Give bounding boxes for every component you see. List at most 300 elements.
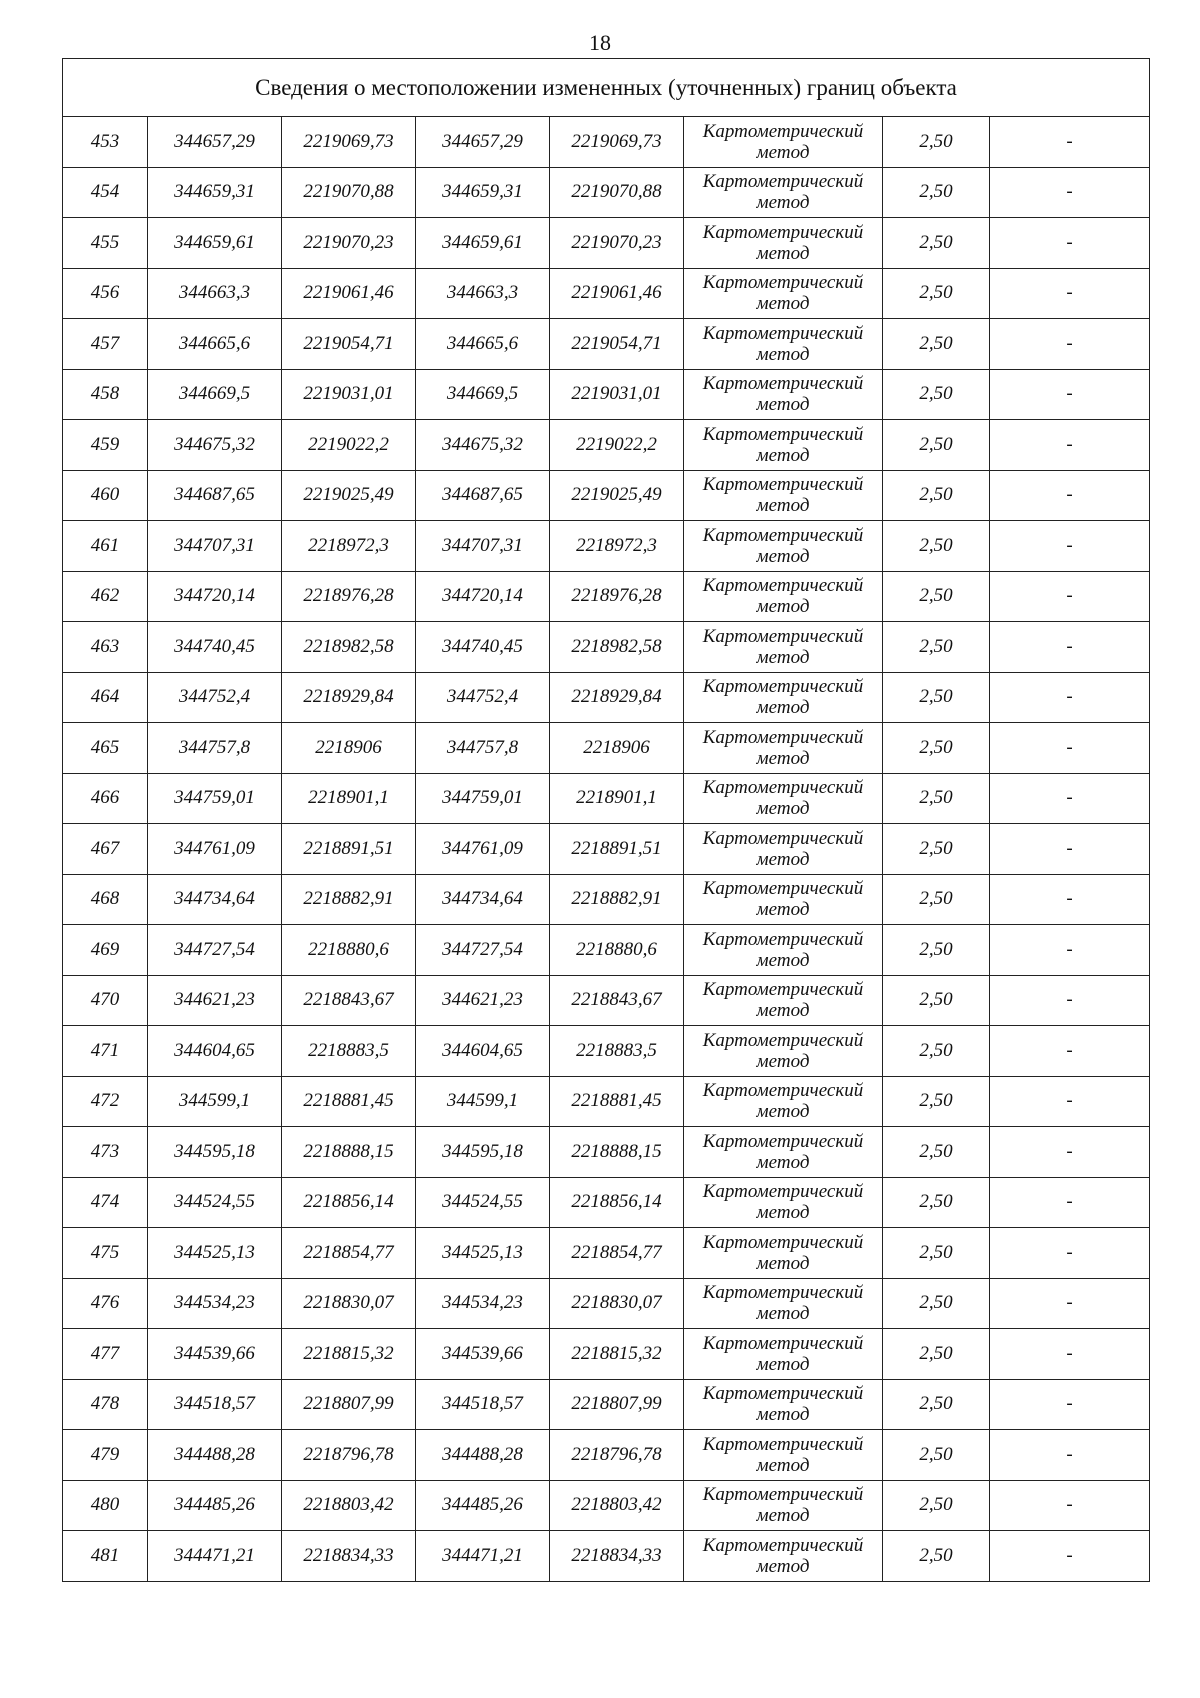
accuracy-cell: 2,50 bbox=[883, 369, 990, 420]
new-x-cell: 344518,57 bbox=[416, 1379, 550, 1430]
accuracy-cell: 2,50 bbox=[883, 925, 990, 976]
method-cell bbox=[684, 420, 883, 471]
method-line-1: Картометрический bbox=[702, 120, 864, 142]
old-x-cell: 344720,14 bbox=[148, 571, 282, 622]
new-x-cell: 344604,65 bbox=[416, 1026, 550, 1077]
new-y-cell: 2218807,99 bbox=[550, 1379, 684, 1430]
note-cell: - bbox=[990, 773, 1150, 824]
table-row bbox=[63, 1480, 1150, 1531]
point-number-cell: 471 bbox=[63, 1026, 148, 1077]
table-row bbox=[63, 672, 1150, 723]
method-line-1: Картометрический bbox=[702, 726, 864, 748]
new-y-cell: 2219061,46 bbox=[550, 268, 684, 319]
point-number-cell: 462 bbox=[63, 571, 148, 622]
point-number-cell: 463 bbox=[63, 622, 148, 673]
note-cell: - bbox=[990, 622, 1150, 673]
method-line-2: метод bbox=[756, 293, 810, 315]
accuracy-cell: 2,50 bbox=[883, 470, 990, 521]
new-y-cell: 2218803,42 bbox=[550, 1480, 684, 1531]
method-cell bbox=[684, 470, 883, 521]
note-cell: - bbox=[990, 571, 1150, 622]
method-line-1: Картометрический bbox=[702, 878, 864, 900]
note-cell: - bbox=[990, 1026, 1150, 1077]
accuracy-cell: 2,50 bbox=[883, 571, 990, 622]
new-x-cell: 344752,4 bbox=[416, 672, 550, 723]
old-x-cell: 344759,01 bbox=[148, 773, 282, 824]
note-cell: - bbox=[990, 218, 1150, 269]
method-line-1: Картометрический bbox=[702, 1181, 864, 1203]
point-number-cell: 474 bbox=[63, 1177, 148, 1228]
old-x-cell: 344761,09 bbox=[148, 824, 282, 875]
old-y-cell: 2218815,32 bbox=[282, 1329, 416, 1380]
method-line-1: Картометрический bbox=[702, 1433, 864, 1455]
old-x-cell: 344539,66 bbox=[148, 1329, 282, 1380]
old-x-cell: 344734,64 bbox=[148, 874, 282, 925]
note-cell: - bbox=[990, 167, 1150, 218]
new-x-cell: 344665,6 bbox=[416, 319, 550, 370]
point-number-cell: 479 bbox=[63, 1430, 148, 1481]
method-line-2: метод bbox=[756, 141, 810, 163]
old-y-cell: 2218982,58 bbox=[282, 622, 416, 673]
accuracy-cell: 2,50 bbox=[883, 1329, 990, 1380]
method-cell bbox=[684, 1430, 883, 1481]
method-line-2: метод bbox=[756, 1404, 810, 1426]
method-cell bbox=[684, 1531, 883, 1582]
method-cell bbox=[684, 622, 883, 673]
method-line-1: Картометрический bbox=[702, 575, 864, 597]
old-x-cell: 344595,18 bbox=[148, 1127, 282, 1178]
new-x-cell: 344757,8 bbox=[416, 723, 550, 774]
note-cell: - bbox=[990, 1329, 1150, 1380]
method-line-2: метод bbox=[756, 798, 810, 820]
old-y-cell: 2218834,33 bbox=[282, 1531, 416, 1582]
table-body bbox=[63, 117, 1150, 1582]
method-line-1: Картометрический bbox=[702, 373, 864, 395]
method-line-2: метод bbox=[756, 1202, 810, 1224]
new-y-cell: 2218830,07 bbox=[550, 1278, 684, 1329]
new-x-cell: 344669,5 bbox=[416, 369, 550, 420]
old-x-cell: 344488,28 bbox=[148, 1430, 282, 1481]
new-x-cell: 344471,21 bbox=[416, 1531, 550, 1582]
new-x-cell: 344659,31 bbox=[416, 167, 550, 218]
method-cell bbox=[684, 723, 883, 774]
method-line-2: метод bbox=[756, 848, 810, 870]
table-row bbox=[63, 1228, 1150, 1279]
old-y-cell: 2218856,14 bbox=[282, 1177, 416, 1228]
new-x-cell: 344761,09 bbox=[416, 824, 550, 875]
method-line-2: метод bbox=[756, 343, 810, 365]
method-line-2: метод bbox=[756, 1505, 810, 1527]
old-y-cell: 2218882,91 bbox=[282, 874, 416, 925]
point-number-cell: 467 bbox=[63, 824, 148, 875]
method-cell bbox=[684, 369, 883, 420]
method-cell bbox=[684, 1127, 883, 1178]
point-number-cell: 455 bbox=[63, 218, 148, 269]
method-line-1: Картометрический bbox=[702, 272, 864, 294]
old-y-cell: 2219031,01 bbox=[282, 369, 416, 420]
accuracy-cell: 2,50 bbox=[883, 773, 990, 824]
table-title: Сведения о местоположении измененных (уточненных) границ объекта bbox=[63, 59, 1150, 117]
note-cell: - bbox=[990, 1228, 1150, 1279]
method-line-1: Картометрический bbox=[702, 221, 864, 243]
method-line-2: метод bbox=[756, 697, 810, 719]
method-line-2: метод bbox=[756, 495, 810, 517]
table-row bbox=[63, 1278, 1150, 1329]
old-y-cell: 2219070,88 bbox=[282, 167, 416, 218]
old-x-cell: 344659,61 bbox=[148, 218, 282, 269]
accuracy-cell: 2,50 bbox=[883, 874, 990, 925]
table-row bbox=[63, 1026, 1150, 1077]
method-line-2: метод bbox=[756, 949, 810, 971]
new-x-cell: 344539,66 bbox=[416, 1329, 550, 1380]
method-line-2: метод bbox=[756, 1454, 810, 1476]
new-y-cell: 2219070,88 bbox=[550, 167, 684, 218]
method-line-2: метод bbox=[756, 1101, 810, 1123]
new-y-cell: 2218906 bbox=[550, 723, 684, 774]
new-x-cell: 344488,28 bbox=[416, 1430, 550, 1481]
old-y-cell: 2218891,51 bbox=[282, 824, 416, 875]
new-y-cell: 2218854,77 bbox=[550, 1228, 684, 1279]
accuracy-cell: 2,50 bbox=[883, 319, 990, 370]
old-y-cell: 2219069,73 bbox=[282, 117, 416, 168]
table-row bbox=[63, 319, 1150, 370]
accuracy-cell: 2,50 bbox=[883, 1278, 990, 1329]
old-y-cell: 2218972,3 bbox=[282, 521, 416, 572]
method-line-1: Картометрический bbox=[702, 676, 864, 698]
table-row bbox=[63, 1379, 1150, 1430]
new-y-cell: 2218891,51 bbox=[550, 824, 684, 875]
table-row bbox=[63, 521, 1150, 572]
new-x-cell: 344759,01 bbox=[416, 773, 550, 824]
accuracy-cell: 2,50 bbox=[883, 1379, 990, 1430]
table-row bbox=[63, 117, 1150, 168]
point-number-cell: 458 bbox=[63, 369, 148, 420]
old-x-cell: 344657,29 bbox=[148, 117, 282, 168]
method-line-2: метод bbox=[756, 596, 810, 618]
new-y-cell: 2219070,23 bbox=[550, 218, 684, 269]
table-row bbox=[63, 167, 1150, 218]
old-x-cell: 344534,23 bbox=[148, 1278, 282, 1329]
method-line-1: Картометрический bbox=[702, 423, 864, 445]
point-number-cell: 453 bbox=[63, 117, 148, 168]
new-y-cell: 2218834,33 bbox=[550, 1531, 684, 1582]
point-number-cell: 461 bbox=[63, 521, 148, 572]
old-x-cell: 344740,45 bbox=[148, 622, 282, 673]
method-cell bbox=[684, 167, 883, 218]
accuracy-cell: 2,50 bbox=[883, 672, 990, 723]
method-line-2: метод bbox=[756, 1353, 810, 1375]
note-cell: - bbox=[990, 319, 1150, 370]
point-number-cell: 466 bbox=[63, 773, 148, 824]
method-line-2: метод bbox=[756, 747, 810, 769]
method-line-1: Картометрический bbox=[702, 625, 864, 647]
method-line-1: Картометрический bbox=[702, 827, 864, 849]
new-x-cell: 344659,61 bbox=[416, 218, 550, 269]
note-cell: - bbox=[990, 723, 1150, 774]
old-x-cell: 344525,13 bbox=[148, 1228, 282, 1279]
old-x-cell: 344669,5 bbox=[148, 369, 282, 420]
table-row bbox=[63, 773, 1150, 824]
method-line-2: метод bbox=[756, 242, 810, 264]
table-row bbox=[63, 571, 1150, 622]
method-line-1: Картометрический bbox=[702, 928, 864, 950]
new-x-cell: 344595,18 bbox=[416, 1127, 550, 1178]
new-x-cell: 344687,65 bbox=[416, 470, 550, 521]
method-line-1: Картометрический bbox=[702, 777, 864, 799]
new-y-cell: 2218929,84 bbox=[550, 672, 684, 723]
table-row bbox=[63, 1329, 1150, 1380]
method-cell bbox=[684, 319, 883, 370]
method-line-1: Картометрический bbox=[702, 1130, 864, 1152]
point-number-cell: 470 bbox=[63, 975, 148, 1026]
accuracy-cell: 2,50 bbox=[883, 1531, 990, 1582]
new-x-cell: 344663,3 bbox=[416, 268, 550, 319]
note-cell: - bbox=[990, 975, 1150, 1026]
table-row bbox=[63, 1076, 1150, 1127]
note-cell: - bbox=[990, 470, 1150, 521]
table-row bbox=[63, 975, 1150, 1026]
point-number-cell: 460 bbox=[63, 470, 148, 521]
old-y-cell: 2218906 bbox=[282, 723, 416, 774]
note-cell: - bbox=[990, 874, 1150, 925]
accuracy-cell: 2,50 bbox=[883, 723, 990, 774]
new-y-cell: 2218982,58 bbox=[550, 622, 684, 673]
method-line-1: Картометрический bbox=[702, 171, 864, 193]
table-row bbox=[63, 723, 1150, 774]
old-x-cell: 344663,3 bbox=[148, 268, 282, 319]
new-y-cell: 2218881,45 bbox=[550, 1076, 684, 1127]
new-x-cell: 344740,45 bbox=[416, 622, 550, 673]
table-row bbox=[63, 874, 1150, 925]
accuracy-cell: 2,50 bbox=[883, 1026, 990, 1077]
new-x-cell: 344734,64 bbox=[416, 874, 550, 925]
accuracy-cell: 2,50 bbox=[883, 824, 990, 875]
note-cell: - bbox=[990, 521, 1150, 572]
method-cell bbox=[684, 925, 883, 976]
new-x-cell: 344534,23 bbox=[416, 1278, 550, 1329]
note-cell: - bbox=[990, 824, 1150, 875]
old-y-cell: 2219025,49 bbox=[282, 470, 416, 521]
accuracy-cell: 2,50 bbox=[883, 1228, 990, 1279]
table-row bbox=[63, 470, 1150, 521]
method-cell bbox=[684, 218, 883, 269]
old-y-cell: 2218854,77 bbox=[282, 1228, 416, 1279]
method-cell bbox=[684, 117, 883, 168]
new-x-cell: 344675,32 bbox=[416, 420, 550, 471]
accuracy-cell: 2,50 bbox=[883, 1430, 990, 1481]
point-number-cell: 454 bbox=[63, 167, 148, 218]
accuracy-cell: 2,50 bbox=[883, 117, 990, 168]
old-x-cell: 344621,23 bbox=[148, 975, 282, 1026]
method-line-1: Картометрический bbox=[702, 474, 864, 496]
old-y-cell: 2218880,6 bbox=[282, 925, 416, 976]
point-number-cell: 477 bbox=[63, 1329, 148, 1380]
method-line-2: метод bbox=[756, 646, 810, 668]
new-y-cell: 2219054,71 bbox=[550, 319, 684, 370]
method-line-2: метод bbox=[756, 1151, 810, 1173]
new-y-cell: 2218976,28 bbox=[550, 571, 684, 622]
table-row bbox=[63, 268, 1150, 319]
method-cell bbox=[684, 975, 883, 1026]
new-y-cell: 2218888,15 bbox=[550, 1127, 684, 1178]
old-x-cell: 344687,65 bbox=[148, 470, 282, 521]
method-line-1: Картометрический bbox=[702, 1332, 864, 1354]
old-y-cell: 2218803,42 bbox=[282, 1480, 416, 1531]
table-row bbox=[63, 1430, 1150, 1481]
note-cell: - bbox=[990, 268, 1150, 319]
new-y-cell: 2219069,73 bbox=[550, 117, 684, 168]
old-x-cell: 344485,26 bbox=[148, 1480, 282, 1531]
note-cell: - bbox=[990, 1278, 1150, 1329]
new-x-cell: 344621,23 bbox=[416, 975, 550, 1026]
method-line-1: Картометрический bbox=[702, 1534, 864, 1556]
old-x-cell: 344604,65 bbox=[148, 1026, 282, 1077]
method-line-2: метод bbox=[756, 1252, 810, 1274]
new-x-cell: 344485,26 bbox=[416, 1480, 550, 1531]
note-cell: - bbox=[990, 420, 1150, 471]
accuracy-cell: 2,50 bbox=[883, 268, 990, 319]
note-cell: - bbox=[990, 1430, 1150, 1481]
method-line-1: Картометрический bbox=[702, 1029, 864, 1051]
table-row bbox=[63, 824, 1150, 875]
method-line-2: метод bbox=[756, 192, 810, 214]
method-cell bbox=[684, 824, 883, 875]
new-y-cell: 2219031,01 bbox=[550, 369, 684, 420]
new-y-cell: 2218856,14 bbox=[550, 1177, 684, 1228]
accuracy-cell: 2,50 bbox=[883, 420, 990, 471]
old-y-cell: 2218883,5 bbox=[282, 1026, 416, 1077]
old-y-cell: 2218901,1 bbox=[282, 773, 416, 824]
old-x-cell: 344757,8 bbox=[148, 723, 282, 774]
method-cell bbox=[684, 672, 883, 723]
new-y-cell: 2218815,32 bbox=[550, 1329, 684, 1380]
old-y-cell: 2219022,2 bbox=[282, 420, 416, 471]
old-y-cell: 2218929,84 bbox=[282, 672, 416, 723]
old-x-cell: 344727,54 bbox=[148, 925, 282, 976]
note-cell: - bbox=[990, 1177, 1150, 1228]
point-number-cell: 478 bbox=[63, 1379, 148, 1430]
accuracy-cell: 2,50 bbox=[883, 1127, 990, 1178]
old-x-cell: 344752,4 bbox=[148, 672, 282, 723]
new-y-cell: 2218901,1 bbox=[550, 773, 684, 824]
method-cell bbox=[684, 268, 883, 319]
accuracy-cell: 2,50 bbox=[883, 218, 990, 269]
method-line-2: метод bbox=[756, 1050, 810, 1072]
new-x-cell: 344524,55 bbox=[416, 1177, 550, 1228]
method-cell bbox=[684, 1278, 883, 1329]
point-number-cell: 476 bbox=[63, 1278, 148, 1329]
method-cell bbox=[684, 1177, 883, 1228]
table-row bbox=[63, 420, 1150, 471]
new-x-cell: 344657,29 bbox=[416, 117, 550, 168]
new-y-cell: 2218883,5 bbox=[550, 1026, 684, 1077]
old-x-cell: 344518,57 bbox=[148, 1379, 282, 1430]
coordinates-table bbox=[62, 58, 1150, 1582]
new-y-cell: 2219022,2 bbox=[550, 420, 684, 471]
note-cell: - bbox=[990, 1379, 1150, 1430]
method-line-1: Картометрический bbox=[702, 322, 864, 344]
method-line-1: Картометрический bbox=[702, 1080, 864, 1102]
method-cell bbox=[684, 1026, 883, 1077]
new-x-cell: 344720,14 bbox=[416, 571, 550, 622]
point-number-cell: 475 bbox=[63, 1228, 148, 1279]
point-number-cell: 468 bbox=[63, 874, 148, 925]
new-x-cell: 344727,54 bbox=[416, 925, 550, 976]
old-y-cell: 2219070,23 bbox=[282, 218, 416, 269]
old-x-cell: 344599,1 bbox=[148, 1076, 282, 1127]
old-x-cell: 344471,21 bbox=[148, 1531, 282, 1582]
method-cell bbox=[684, 1228, 883, 1279]
point-number-cell: 473 bbox=[63, 1127, 148, 1178]
method-cell bbox=[684, 1379, 883, 1430]
old-x-cell: 344707,31 bbox=[148, 521, 282, 572]
method-cell bbox=[684, 571, 883, 622]
point-number-cell: 465 bbox=[63, 723, 148, 774]
new-x-cell: 344707,31 bbox=[416, 521, 550, 572]
point-number-cell: 457 bbox=[63, 319, 148, 370]
new-y-cell: 2218882,91 bbox=[550, 874, 684, 925]
method-line-2: метод bbox=[756, 1000, 810, 1022]
new-y-cell: 2219025,49 bbox=[550, 470, 684, 521]
new-x-cell: 344599,1 bbox=[416, 1076, 550, 1127]
method-line-2: метод bbox=[756, 545, 810, 567]
accuracy-cell: 2,50 bbox=[883, 1076, 990, 1127]
point-number-cell: 459 bbox=[63, 420, 148, 471]
point-number-cell: 472 bbox=[63, 1076, 148, 1127]
table-row bbox=[63, 1177, 1150, 1228]
old-x-cell: 344659,31 bbox=[148, 167, 282, 218]
old-y-cell: 2219054,71 bbox=[282, 319, 416, 370]
note-cell: - bbox=[990, 117, 1150, 168]
method-cell bbox=[684, 1329, 883, 1380]
accuracy-cell: 2,50 bbox=[883, 975, 990, 1026]
note-cell: - bbox=[990, 925, 1150, 976]
table-row bbox=[63, 622, 1150, 673]
accuracy-cell: 2,50 bbox=[883, 622, 990, 673]
accuracy-cell: 2,50 bbox=[883, 1480, 990, 1531]
table-row bbox=[63, 218, 1150, 269]
method-line-2: метод bbox=[756, 899, 810, 921]
accuracy-cell: 2,50 bbox=[883, 521, 990, 572]
point-number-cell: 456 bbox=[63, 268, 148, 319]
accuracy-cell: 2,50 bbox=[883, 167, 990, 218]
old-x-cell: 344675,32 bbox=[148, 420, 282, 471]
method-line-2: метод bbox=[756, 444, 810, 466]
method-cell bbox=[684, 773, 883, 824]
note-cell: - bbox=[990, 1531, 1150, 1582]
point-number-cell: 469 bbox=[63, 925, 148, 976]
table-row bbox=[63, 1127, 1150, 1178]
table-row bbox=[63, 1531, 1150, 1582]
note-cell: - bbox=[990, 1127, 1150, 1178]
new-y-cell: 2218972,3 bbox=[550, 521, 684, 572]
note-cell: - bbox=[990, 672, 1150, 723]
note-cell: - bbox=[990, 369, 1150, 420]
method-line-2: метод bbox=[756, 1303, 810, 1325]
point-number-cell: 480 bbox=[63, 1480, 148, 1531]
method-line-2: метод bbox=[756, 394, 810, 416]
new-y-cell: 2218843,67 bbox=[550, 975, 684, 1026]
method-cell bbox=[684, 1480, 883, 1531]
point-number-cell: 464 bbox=[63, 672, 148, 723]
accuracy-cell: 2,50 bbox=[883, 1177, 990, 1228]
method-cell bbox=[684, 1076, 883, 1127]
note-cell: - bbox=[990, 1480, 1150, 1531]
table-row bbox=[63, 925, 1150, 976]
note-cell: - bbox=[990, 1076, 1150, 1127]
method-cell bbox=[684, 521, 883, 572]
old-y-cell: 2218830,07 bbox=[282, 1278, 416, 1329]
